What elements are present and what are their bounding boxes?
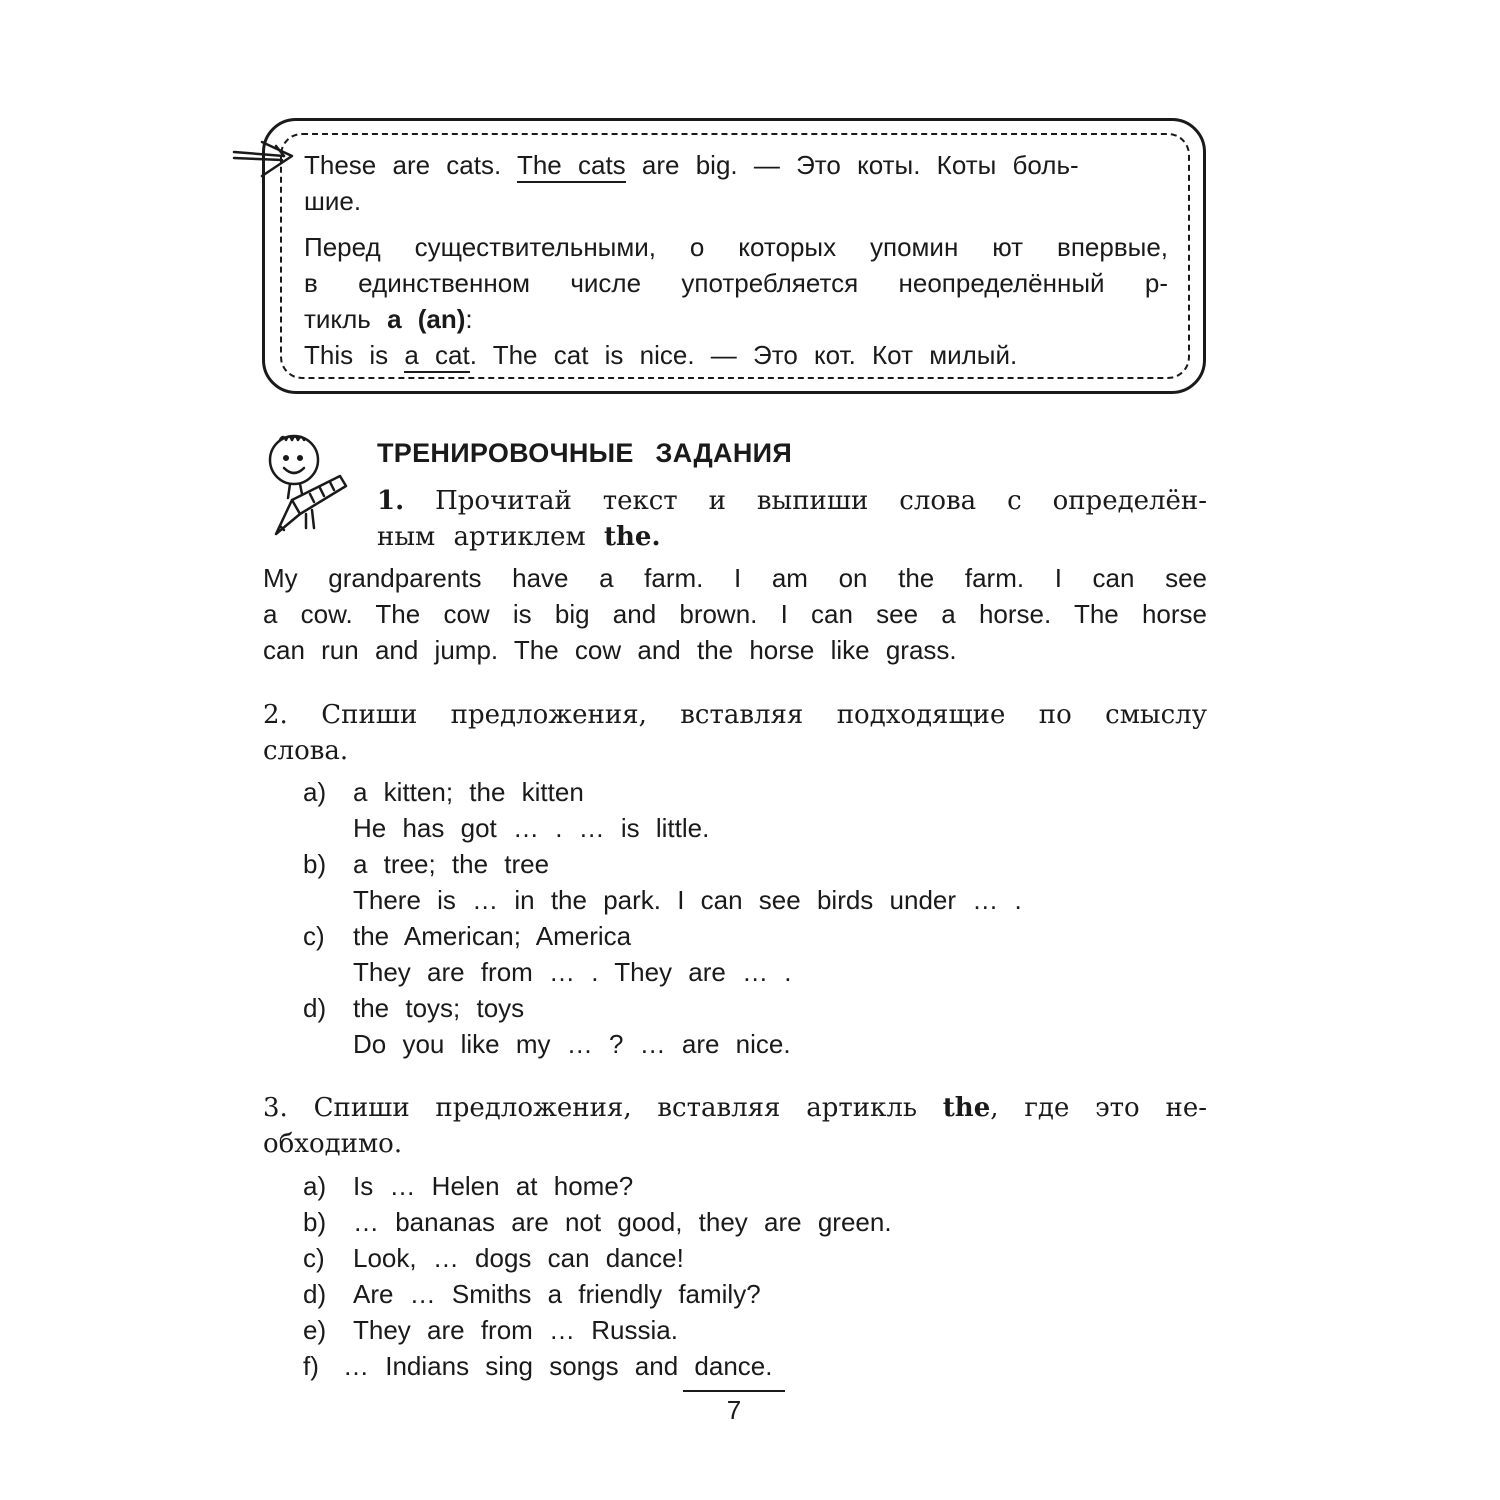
task3-instruction-line-2: обходимо. xyxy=(263,1129,403,1159)
exercise-sentence: There is … in the park. I can see birds under … . xyxy=(353,885,1022,915)
rule-text: are big. — Это коты. Коты боль- xyxy=(641,150,1079,180)
kid-with-pencil-icon xyxy=(262,430,352,542)
word-options: a kitten; the kitten xyxy=(353,777,584,807)
word-options: a tree; the tree xyxy=(353,849,550,879)
task1-text-line: can run and jump. The cow and the horse like grass. xyxy=(263,635,957,665)
rule-line-5 xyxy=(304,301,473,337)
arrow-pointer-icon xyxy=(232,138,302,182)
item-label: b) xyxy=(303,849,327,879)
exercise-sentence: Is … Helen at home? xyxy=(353,1171,634,1201)
task-instruction: . xyxy=(651,522,661,552)
exercise-sentence: They are from … Russia. xyxy=(353,1315,678,1345)
page-number: 7 xyxy=(726,1395,742,1425)
exercise-sentence: Look, … dogs can dance! xyxy=(353,1243,684,1273)
exercise-sentence: He has got … . … is little. xyxy=(353,813,710,843)
task-instruction: ным артиклем xyxy=(377,522,586,552)
task-instruction: 3. Спиши предложения, вставляя артикль xyxy=(263,1093,917,1123)
rule-line-2: шие. xyxy=(304,186,362,216)
rule-text: This is xyxy=(304,340,389,370)
word-options: the toys; toys xyxy=(353,993,525,1023)
rule-line-3: Перед существительными, о которых упомин ют впервые, xyxy=(304,232,1168,262)
task2-instruction-line-2: слова. xyxy=(263,736,349,766)
rule-text: : xyxy=(465,304,473,334)
exercise-sentence: … Indians sing songs and dance. xyxy=(343,1351,773,1381)
task1-text-line: a cow. The cow is big and brown. I can see a horse. The horse xyxy=(263,599,1207,629)
task2-instruction-line-1: 2. Спиши предложения, вставляя подходящие по смыслу xyxy=(263,700,1207,730)
exercise-sentence: Do you like my … ? … are nice. xyxy=(353,1029,791,1059)
rule-text: тикль xyxy=(304,304,371,334)
task1-text-line: My grandparents have a farm. I am on the farm. I can see xyxy=(263,563,1207,593)
underlined-example: a cat xyxy=(404,340,469,373)
task-number: 1. xyxy=(377,486,405,516)
task3-instruction-line-1 xyxy=(263,1090,1207,1126)
exercise-sentence: … bananas are not good, they are green. xyxy=(353,1207,892,1237)
section-title: ТРЕНИРОВОЧНЫЕ ЗАДАНИЯ xyxy=(377,438,793,468)
item-label: c) xyxy=(303,921,325,951)
item-label: d) xyxy=(303,1279,327,1309)
item-label: f) xyxy=(303,1351,319,1381)
item-label: a) xyxy=(303,1171,327,1201)
rule-line-6 xyxy=(304,337,1017,373)
task1-instruction-line-2 xyxy=(377,519,661,555)
article-bold: a (an) xyxy=(387,304,466,334)
item-label: d) xyxy=(303,993,327,1023)
item-label: c) xyxy=(303,1243,325,1273)
word-options: the American; America xyxy=(353,921,632,951)
item-label: a) xyxy=(303,777,327,807)
task-instruction: Прочитай текст и выпиши слова с определён- xyxy=(435,486,1208,516)
underlined-example: The cats xyxy=(517,150,626,183)
rule-line-4: в единственном числе употребляется неопределённый р- xyxy=(304,268,1168,298)
rule-text: . The cat is nice. — Это кот. Кот милый. xyxy=(469,340,1018,370)
exercise-sentence: They are from … . They are … . xyxy=(353,957,792,987)
article-bold: the xyxy=(942,1093,991,1123)
item-label: e) xyxy=(303,1315,327,1345)
page-number-rule xyxy=(683,1390,785,1392)
rule-line-1 xyxy=(304,147,1079,183)
exercise-sentence: Are … Smiths a friendly family? xyxy=(353,1279,761,1309)
task1-instruction-line-1 xyxy=(377,483,1207,519)
article-bold: the xyxy=(604,522,652,552)
task-instruction: , где это не- xyxy=(990,1093,1207,1123)
rule-text: These are cats. xyxy=(304,150,502,180)
item-label: b) xyxy=(303,1207,327,1237)
